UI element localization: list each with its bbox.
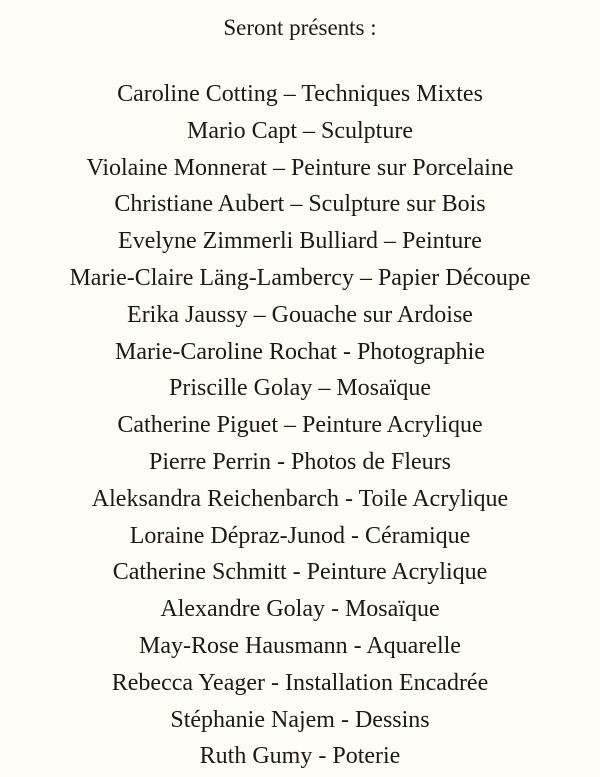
exhibitor-item: Aleksandra Reichenbarch - Toile Acrylique	[91, 485, 509, 512]
exhibitor-item: Caroline Cotting – Techniques Mixtes	[117, 81, 483, 107]
exhibitor-item: Mario Capt – Sculpture	[187, 117, 413, 144]
exhibitor-item: Stéphanie Najem - Dessins	[170, 706, 430, 733]
exhibitor-item: Ruth Gumy - Poterie	[199, 743, 401, 770]
exhibitor-item: Christiane Aubert – Sculpture sur Bois	[114, 191, 486, 218]
exhibitor-item: Marie-Claire Läng-Lambercy – Papier Découpe	[69, 264, 531, 291]
exhibitor-item: Loraine Dépraz-Junod - Céramique	[129, 522, 471, 549]
page-heading: Seront présents :	[223, 15, 377, 40]
exhibitor-item: May-Rose Hausmann - Aquarelle	[139, 632, 461, 659]
exhibitor-item: Catherine Piguet – Peinture Acrylique	[117, 412, 483, 439]
exhibitor-item: Rebecca Yeager - Installation Encadrée	[111, 669, 489, 696]
exhibitor-item: Priscille Golay – Mosaïque	[169, 375, 431, 402]
exhibitor-list	[0, 76, 600, 775]
exhibitor-item: Pierre Perrin - Photos de Fleurs	[149, 448, 451, 475]
exhibitor-item: Catherine Schmitt - Peinture Acrylique	[112, 559, 488, 586]
exhibitor-item: Alexandre Golay - Mosaïque	[160, 596, 440, 623]
exhibitor-item: Erika Jaussy – Gouache sur Ardoise	[127, 301, 473, 328]
exhibitor-item: Marie-Caroline Rochat - Photographie	[115, 338, 485, 365]
exhibitor-item: Violaine Monnerat – Peinture sur Porcelaine	[86, 154, 514, 181]
exhibitor-item: Evelyne Zimmerli Bulliard – Peinture	[118, 228, 482, 255]
